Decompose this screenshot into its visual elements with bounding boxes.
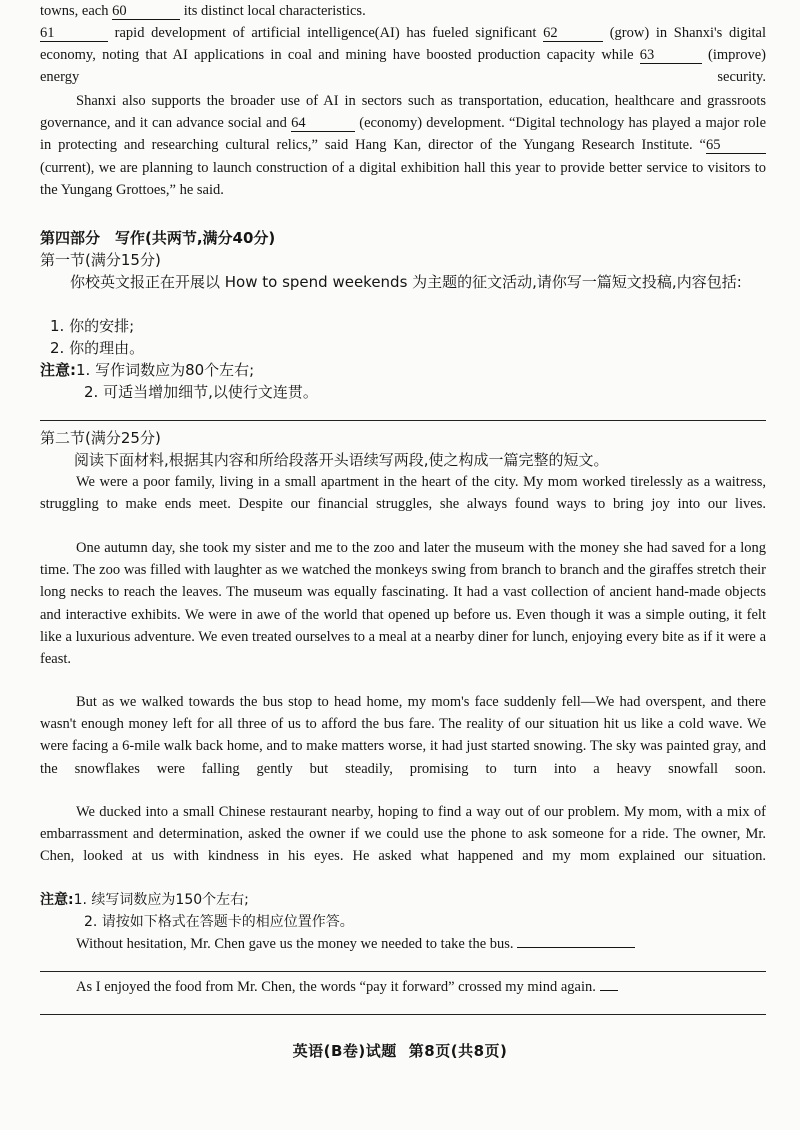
section1-prompt: 你校英文报正在开展以 How to spend weekends 为主题的征文活动,请你写一篇短文投稿,内容包括: — [70, 273, 742, 291]
note-label-2: 注意: — [40, 892, 74, 908]
writing-line — [40, 1014, 766, 1015]
section1-notes: 注意:1. 写作词数应为80个左右; — [40, 361, 255, 379]
answer-divider — [40, 420, 766, 421]
reading-line-towns: towns, each 60 its distinct local characteristics. — [40, 3, 366, 19]
section1-item-1: 1. 你的安排; — [50, 317, 135, 335]
story-paragraph-4: We ducked into a small Chinese restaurant nearby, hoping to find a way out of our problem. My mom, with a mix of embarrassment and determination, asked the owner if we could use the phone to ask someone for a ride. The owner, Mr. Chen, looked at us with kindness in his eyes. He asked what happened and my mom explained our situation. — [40, 804, 766, 865]
section1-note-2: 2. 可适当增加细节,以使行文连贯。 — [84, 383, 318, 401]
story-paragraph-1: We were a poor family, living in a small apartment in the heart of the city. My mom worked tirelessly as a waitress, struggling to make ends meet. Despite our financial struggles, she always found ways to bring joy into our lives. — [40, 474, 766, 513]
section2-prompt: 阅读下面材料,根据其内容和所给段落开头语续写两段,使之构成一篇完整的短文。 — [74, 451, 609, 469]
blank-65: 65 — [706, 137, 766, 154]
section1-heading: 第一节(满分15分) — [40, 251, 161, 269]
page-footer — [0, 1040, 800, 1061]
writing-line — [600, 976, 618, 991]
reading-paragraph-shanxi: Shanxi also supports the broader use of AI in sectors such as transportation, education, healthcare and grassroots governance, and it can advance social and 64 (economy) development. “Digital technology has played a major role in protecting and researching cultural relics,” said Hang Kan, director of the Yungang Research Institute. “65 (current), we are planning to launch construction of a digital exhibition hall this year to provide better service to visitors to the Yungang Grottoes,” he said. — [40, 93, 767, 198]
note-label: 注意: — [40, 361, 76, 379]
opener-2: As I enjoyed the food from Mr. Chen, the words “pay it forward” crossed my mind again. — [76, 976, 766, 998]
reading-paragraph-ai: 61 rapid development of artificial intelligence(AI) has fueled significant 62 (grow) in Shanxi's digital economy, noting that AI applications in coal and mining have boosted production capacity while 63 (improve) energy security. — [40, 25, 766, 86]
section2-heading: 第二节(满分25分) — [40, 429, 161, 447]
blank-63: 63 — [640, 47, 702, 64]
section2-note-2: 2. 请按如下格式在答题卡的相应位置作答。 — [84, 914, 354, 930]
blank-61: 61 — [40, 25, 108, 42]
blank-64: 64 — [291, 115, 355, 132]
writing-line — [517, 933, 635, 948]
blank-62: 62 — [543, 25, 603, 42]
part4-heading: 第四部分 写作(共两节,满分40分) — [40, 229, 276, 247]
section1-item-2: 2. 你的理由。 — [50, 339, 145, 357]
story-paragraph-3: But as we walked towards the bus stop to head home, my mom's face suddenly fell—We had overspent, and there wasn't enough money left for all three of us to afford the bus fare. The reality of our situation hit us like a cold wave. We were facing a 6-mile walk back home, and to make matters worse, it had just started snowing. The sky was painted gray, and the snowflakes were falling gently but steadily, promising to turn into a heavy snowfall soon. — [40, 694, 766, 777]
blank-60: 60 — [112, 3, 180, 20]
section2-notes: 注意:1. 续写词数应为150个左右; — [40, 892, 249, 908]
story-paragraph-2: One autumn day, she took my sister and me to the zoo and later the museum with the money she had saved for a long time. The zoo was filled with laughter as we watched the monkeys swing from branch to branch and the giraffes stretch their long necks to reach the leaves. The museum was equally fascinating. It had a vast collection of ancient hand-made objects and interactive exhibits. We were in awe of the world that opened up before us. Even though it was a simple outing, it felt like a luxurious adventure. We even treated ourselves to a meal at a nearby diner for lunch, enjoying every bite as if it were a feast. — [40, 540, 766, 668]
footer-subject: 英语(B卷)试题 — [292, 1042, 397, 1060]
footer-page-number: 第8页(共8页) — [408, 1042, 508, 1060]
writing-line — [40, 971, 766, 972]
opener-1: Without hesitation, Mr. Chen gave us the money we needed to take the bus. — [76, 933, 766, 955]
